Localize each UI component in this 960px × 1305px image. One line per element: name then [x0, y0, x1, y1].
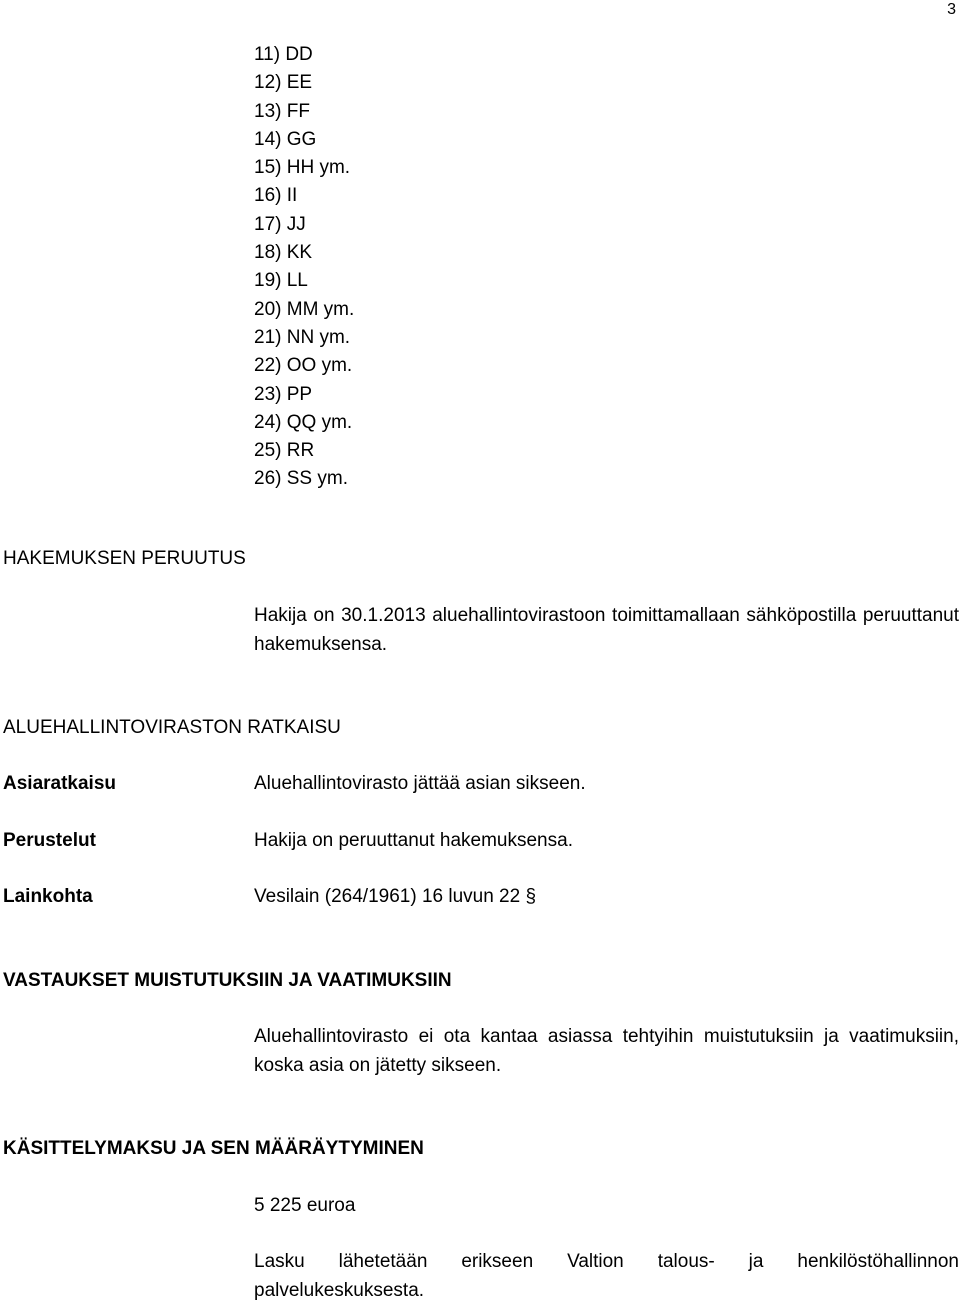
list-item: 23) PP — [254, 383, 313, 405]
party-list — [254, 41, 354, 494]
fee-invoice-text: Lasku lähetetään erikseen Valtion talous- ja henkilöstöhallinnon palvelukeskuksesta. — [254, 1251, 959, 1301]
list-item: 13) FF — [254, 100, 310, 122]
ruling-value: Aluehallintovirasto jättää asian sikseen. — [254, 773, 586, 794]
grounds-value: Hakija on peruuttanut hakemuksensa. — [254, 830, 573, 851]
responses-heading: VASTAUKSET MUISTUTUKSIIN JA VAATIMUKSIIN — [3, 970, 452, 991]
list-item: 26) SS ym. — [254, 468, 348, 490]
ruling-label: Asiaratkaisu — [3, 773, 117, 794]
withdrawal-text: Hakija on 30.1.2013 aluehallintovirastoon toimittamallaan sähköpostilla peruuttanut hakemuksensa. — [254, 605, 959, 655]
list-item: 16) II — [254, 185, 298, 207]
list-item: 25) RR — [254, 440, 315, 462]
page-number: 3 — [947, 1, 956, 18]
responses-text: Aluehallintovirasto ei ota kantaa asiassa tehtyihin muistutuksiin ja vaatimuksiin, koska asia on jätetty sikseen. — [254, 1026, 959, 1076]
list-item: 12) EE — [254, 72, 313, 94]
list-item: 14) GG — [254, 128, 317, 150]
list-item: 11) DD — [254, 44, 313, 65]
legal-basis-label: Lainkohta — [3, 886, 93, 907]
list-item: 15) HH ym. — [254, 157, 351, 179]
list-item: 20) MM ym. — [254, 298, 355, 320]
fee-heading: KÄSITTELYMAKSU JA SEN MÄÄRÄYTYMINEN — [3, 1138, 424, 1159]
list-item: 18) KK — [254, 242, 313, 264]
decision-heading: ALUEHALLINTOVIRASTON RATKAISU — [3, 717, 341, 738]
grounds-label: Perustelut — [3, 830, 96, 851]
list-item: 19) LL — [254, 270, 308, 292]
legal-basis-value: Vesilain (264/1961) 16 luvun 22 § — [254, 886, 537, 907]
withdrawal-heading: HAKEMUKSEN PERUUTUS — [3, 548, 246, 569]
list-item: 22) OO ym. — [254, 355, 353, 377]
list-item: 24) QQ ym. — [254, 411, 353, 433]
list-item: 17) JJ — [254, 213, 306, 235]
list-item: 21) NN ym. — [254, 326, 351, 348]
fee-amount: 5 225 euroa — [254, 1195, 356, 1216]
